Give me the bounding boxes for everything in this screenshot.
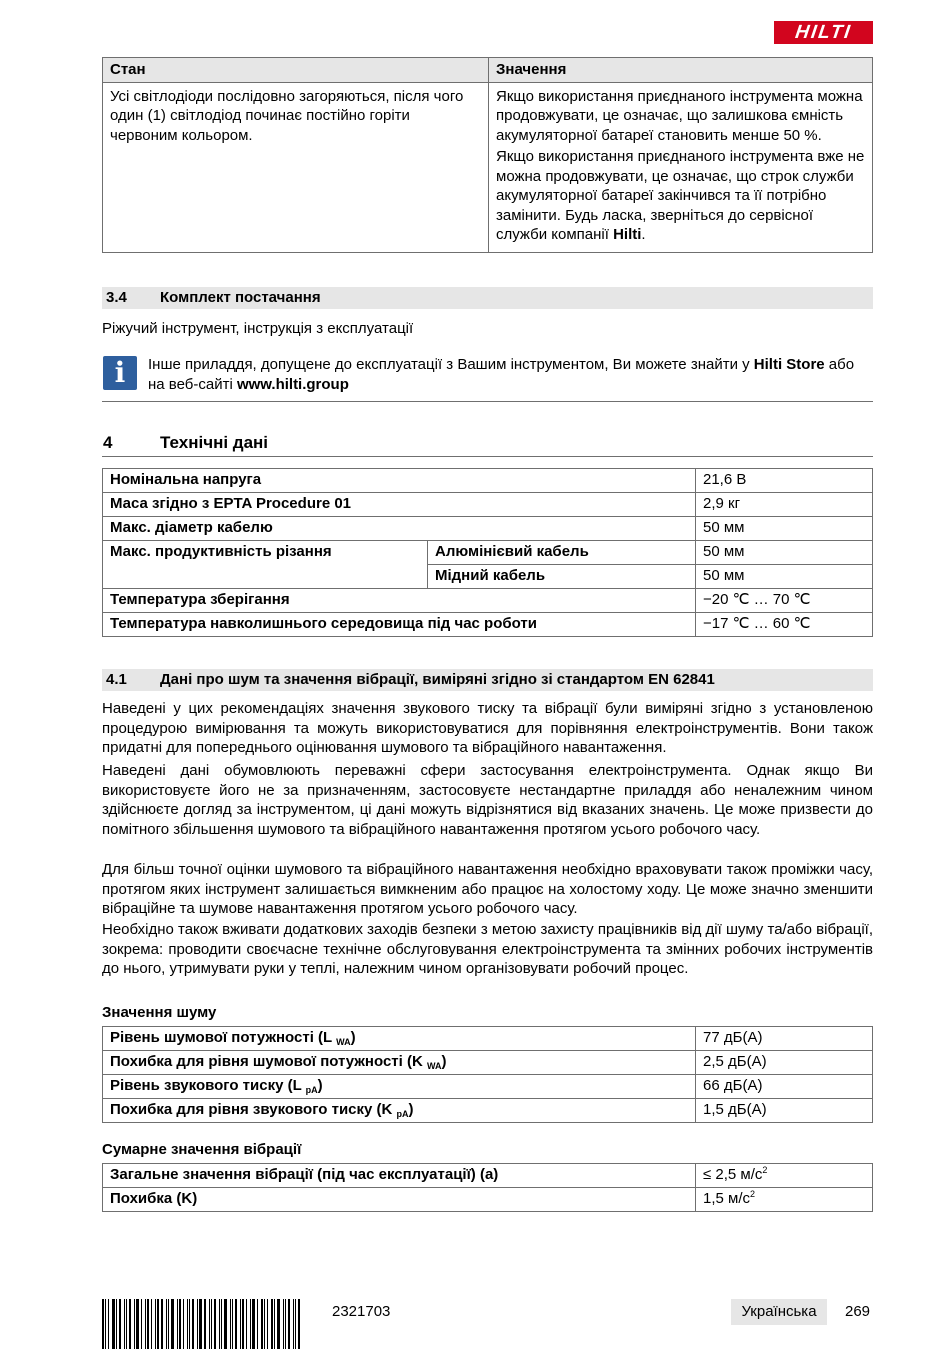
row-label: Рівень звукового тиску (L $_{pA}$) xyxy=(103,1075,696,1099)
row-label: Похибка для рівня звукового тиску (K $_{pA}$) xyxy=(103,1099,696,1123)
barcode-bar xyxy=(261,1299,263,1349)
row-value: ≤ 2,5 $м/с^2$ xyxy=(696,1164,873,1188)
paragraph: Наведені у цих рекомендаціях значення звукового тиску та вібрації були виміряні згідно з установленою процедурою вимірювання та можуть використовуватися для порівняння електроінструментів. Вони також придатні для попереднього оцінювання шумового та вібраційного навантаження. xyxy=(102,700,873,756)
row-label: Похибка для рівня шумової потужності (K $_{WA}$) xyxy=(103,1051,696,1075)
info-icon: i xyxy=(103,356,137,390)
row-value: 50 мм xyxy=(696,517,873,541)
table-row xyxy=(103,1164,873,1188)
barcode-bar xyxy=(145,1299,146,1349)
table-row xyxy=(103,541,873,565)
barcode-bar xyxy=(277,1299,280,1349)
row-label: Макс. продуктивність різання xyxy=(103,541,428,589)
row-value: 50 мм xyxy=(696,541,873,565)
hilti-store-label: Hilti Store xyxy=(753,356,825,373)
row-label: Загальне значення вібрації (під час експлуатації) (a) xyxy=(103,1164,696,1188)
row-label: Температура навколишнього середовища під час роботи xyxy=(103,613,696,637)
language-badge: Українська xyxy=(731,1299,827,1325)
barcode-bar xyxy=(136,1299,139,1349)
barcode-bar xyxy=(112,1299,115,1349)
barcode-bar xyxy=(209,1299,210,1349)
barcode-bar xyxy=(295,1299,296,1349)
barcode-bar xyxy=(257,1299,258,1349)
state-cell: Усі світлодіоди послідовно загоряються, після чого один (1) світлодіод починає постійно горіти червоним кольором. xyxy=(103,82,489,252)
barcode-bar xyxy=(147,1299,149,1349)
barcode-bar xyxy=(298,1299,300,1349)
tech-data-table xyxy=(102,468,873,637)
barcode-bar xyxy=(126,1299,127,1349)
barcode-bar xyxy=(166,1299,167,1349)
barcode-bar xyxy=(235,1299,237,1349)
barcode-bar xyxy=(242,1299,244,1349)
table-row xyxy=(103,82,873,252)
barcode-bar xyxy=(171,1299,174,1349)
row-sublabel: Алюмінієвий кабель xyxy=(428,541,696,565)
row-value: 66 дБ(A) xyxy=(696,1075,873,1099)
row-label: Температура зберігання xyxy=(103,589,696,613)
barcode-bar xyxy=(124,1299,125,1349)
row-value: 77 дБ(A) xyxy=(696,1027,873,1051)
barcode-bar xyxy=(264,1299,265,1349)
row-label: Номінальна напруга xyxy=(103,469,696,493)
table-row xyxy=(103,1188,873,1212)
vibration-table xyxy=(102,1163,873,1212)
barcode-bar xyxy=(271,1299,273,1349)
row-value: 2,9 кг xyxy=(696,493,873,517)
barcode-bar xyxy=(204,1299,206,1349)
row-value: 2,5 дБ(A) xyxy=(696,1051,873,1075)
led-status-table xyxy=(102,57,873,253)
barcode-bar xyxy=(151,1299,152,1349)
barcode-bar xyxy=(108,1299,109,1349)
section-title: Дані про шум та значення вібрації, виміряні згідно зі стандартом EN 62841 xyxy=(160,671,715,688)
row-value: −17 ℃ … 60 ℃ xyxy=(696,613,873,637)
barcode-bar xyxy=(102,1299,104,1349)
barcode-bar xyxy=(119,1299,121,1349)
barcode-bar xyxy=(197,1299,198,1349)
meaning-cell xyxy=(489,82,873,252)
brand-name: Hilti xyxy=(613,226,642,243)
barcode-bar xyxy=(240,1299,241,1349)
table-row xyxy=(103,1027,873,1051)
barcode-bar xyxy=(179,1299,181,1349)
vibration-heading: Сумарне значення вібрації xyxy=(102,1141,302,1158)
section-number: 3.4 xyxy=(106,289,127,306)
logo-text: HILTI xyxy=(793,22,854,43)
barcode-bar xyxy=(250,1299,251,1349)
barcode-bar xyxy=(267,1299,268,1349)
barcode-bar xyxy=(192,1299,194,1349)
row-label: Маса згідно з EPTA Procedure 01 xyxy=(103,493,696,517)
table-row xyxy=(103,1051,873,1075)
table-row xyxy=(103,517,873,541)
barcode-bar xyxy=(232,1299,233,1349)
barcode-bar xyxy=(116,1299,117,1349)
chapter-number: 4 xyxy=(103,433,113,452)
table-row xyxy=(103,613,873,637)
website-label: www.hilti.group xyxy=(236,375,349,393)
barcode-bar xyxy=(134,1299,135,1349)
row-value: −20 ℃ … 70 ℃ xyxy=(696,589,873,613)
barcode-bar xyxy=(230,1299,231,1349)
barcode-bar xyxy=(293,1299,294,1349)
row-sublabel: Мідний кабель xyxy=(428,565,696,589)
barcode xyxy=(102,1299,305,1349)
barcode-bar xyxy=(214,1299,216,1349)
barcode-bar xyxy=(274,1299,275,1349)
barcode-bar xyxy=(283,1299,284,1349)
table-row xyxy=(103,493,873,517)
row-label: Похибка (K) xyxy=(103,1188,696,1212)
table-row xyxy=(103,1075,873,1099)
barcode-bar xyxy=(183,1299,184,1349)
delivery-contents: Ріжучий інструмент, інструкція з експлуатації xyxy=(102,320,414,337)
row-value: 21,6 В xyxy=(696,469,873,493)
table-row xyxy=(103,469,873,493)
paragraph: Необхідно також вживати додаткових заходів безпеки з метою захисту працівників від дії шуму та/або вібрації, зокрема: проводити своєчасне технічне обслуговування електроінструмента та змінних робочих інструментів до нього, утримувати руки у теплі, належним чином організовувати робочий процес. xyxy=(102,921,873,977)
section-heading xyxy=(102,287,873,309)
barcode-bar xyxy=(189,1299,190,1349)
info-note-text: Інше приладдя, допущене до експлуатації з Вашим інструментом, Ви можете знайти у Hilti Store або на веб-сайті www.hilti.group xyxy=(148,356,855,393)
section-number: 4.1 xyxy=(106,671,127,688)
meaning-text: Якщо використання приєднаного інструмента вже не можна продовжувати, це означає, що строк служби акумуляторної батареї закінчився та її потрібно замінити. Будь ласка, зверніться до сервісної служби компанії Hilti. xyxy=(496,148,865,243)
barcode-bar xyxy=(157,1299,159,1349)
chapter-title: Технічні дані xyxy=(160,433,269,452)
noise-table xyxy=(102,1026,873,1123)
barcode-bar xyxy=(129,1299,131,1349)
divider xyxy=(102,401,873,402)
header-meaning: Значення xyxy=(489,58,873,83)
paragraph: Для більш точної оцінки шумового та вібраційного навантаження необхідно враховувати також проміжки часу, протягом яких інструмент залишається вимкненим або працює на холостому ходу. Це може значно зменшити вібраційне та шумове навантаження протягом усього робочого часу. xyxy=(102,861,873,917)
barcode-bar xyxy=(155,1299,156,1349)
barcode-bar xyxy=(187,1299,188,1349)
meaning-text: Якщо використання приєднаного інструмента можна продовжувати, це означає, що залишкова ємність акумуляторної батареї становить менше 50 %. xyxy=(496,87,863,144)
row-value: 50 мм xyxy=(696,565,873,589)
barcode-bar xyxy=(285,1299,286,1349)
doc-number: 2321703 xyxy=(332,1303,391,1320)
header-state: Стан xyxy=(103,58,489,83)
table-row xyxy=(103,1099,873,1123)
barcode-bar xyxy=(177,1299,178,1349)
barcode-bar xyxy=(141,1299,142,1349)
barcode-bar xyxy=(199,1299,202,1349)
section-heading xyxy=(102,669,873,691)
barcode-bar xyxy=(288,1299,290,1349)
chapter-heading xyxy=(102,432,873,457)
section-title: Комплект постачання xyxy=(160,289,321,306)
barcode-bar xyxy=(246,1299,247,1349)
barcode-bar xyxy=(219,1299,220,1349)
table-row xyxy=(103,589,873,613)
row-label: Макс. діаметр кабелю xyxy=(103,517,696,541)
barcode-bar xyxy=(211,1299,212,1349)
barcode-bar xyxy=(161,1299,163,1349)
row-label: Рівень шумової потужності (L $_{WA}$) xyxy=(103,1027,696,1051)
barcode-bar xyxy=(224,1299,227,1349)
noise-heading: Значення шуму xyxy=(102,1004,217,1021)
barcode-bar xyxy=(252,1299,255,1349)
barcode-bar xyxy=(105,1299,106,1349)
row-value: 1,5 дБ(A) xyxy=(696,1099,873,1123)
page-number: 269 xyxy=(845,1303,871,1320)
row-value: 1,5 $м/с^2$ xyxy=(696,1188,873,1212)
barcode-bar xyxy=(168,1299,169,1349)
barcode-bar xyxy=(221,1299,222,1349)
hilti-logo xyxy=(774,21,873,44)
paragraph: Наведені дані обумовлюють переважні сфери застосування електроінструмента. Однак якщо Ви використовуєте його не за призначенням, застосовуєте нестандартне приладдя або неналежним чином здійснюєте догляд за інструментом, ці дані можуть відрізнятися від вказаних значень. Це може призвести до помітного збільшення шумового та вібраційного навантаження протягом усього робочого часу. xyxy=(102,762,873,838)
